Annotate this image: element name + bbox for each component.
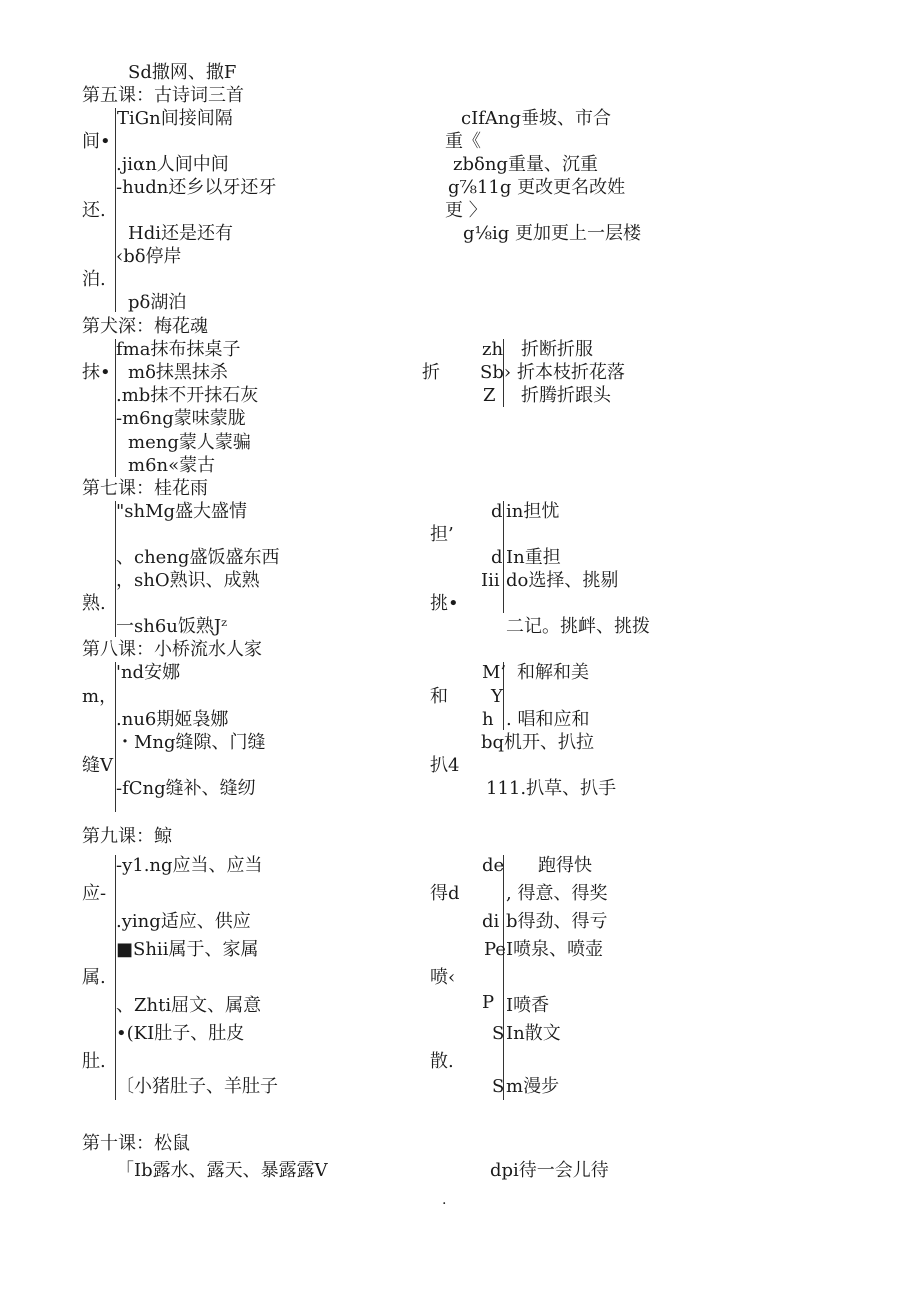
text-line: meng蒙人蒙骗: [128, 432, 251, 453]
text-line: 'nd安娜: [116, 662, 181, 683]
text-line: .nu6期姬袅娜: [116, 709, 229, 730]
text-line: g⅛ig 更加更上一层楼: [463, 223, 641, 244]
text-line: .jiαn人间中间: [116, 154, 229, 175]
text-line: mδ抹黑抹杀: [128, 362, 228, 383]
text-line: 肚.: [82, 1051, 106, 1072]
text-line: ‹bδ停岸: [116, 246, 182, 267]
text-line: 折本枝折花落: [517, 362, 625, 383]
text-line: de: [482, 855, 505, 876]
text-line: 缝V: [82, 755, 113, 776]
text-line: .mb抹不开抹石灰: [116, 385, 259, 406]
text-line: S: [492, 1076, 505, 1097]
text-line: ，shO熟识、成熟: [116, 570, 260, 591]
text-line: di: [482, 911, 500, 932]
text-line: M’: [482, 662, 507, 683]
text-line: TiGn间接间隔: [117, 108, 233, 129]
text-line: m，: [82, 686, 118, 707]
text-line: 111.扒草、扒手: [486, 778, 617, 799]
text-line: cIfAng垂坡、市合: [461, 108, 611, 129]
text-line: -fCng缝补、缝纫: [116, 778, 256, 799]
text-line: ・Mng缝隙、门缝: [116, 732, 266, 753]
text-line: 和解和美: [517, 662, 589, 683]
text-line: Z: [483, 385, 496, 406]
text-line: Sb›: [480, 362, 512, 383]
bracket-line: [115, 108, 116, 312]
text-line: 折断折服: [521, 339, 593, 360]
text-line: d: [491, 501, 503, 522]
text-line: 散.: [430, 1051, 454, 1072]
text-line: 还.: [82, 200, 106, 221]
text-line: 第犬深：梅花魂: [82, 316, 208, 337]
text-line: .ying适应、供应: [116, 911, 251, 932]
text-line: g⅞11g 更改更名改姓: [448, 177, 626, 198]
text-line: 〔小猪肚子、羊肚子: [116, 1076, 278, 1097]
text-line: 「Ib露水、露天、暴露露V: [116, 1160, 328, 1181]
text-line: 第十课：松鼠: [82, 1133, 190, 1154]
text-line: Hdi还是还有: [128, 223, 233, 244]
text-line: 应-: [82, 883, 107, 904]
text-line: fma抹布抹桌子: [116, 339, 241, 360]
text-line: h: [482, 709, 494, 730]
text-line: 挑•: [430, 593, 459, 614]
text-line: 第八课：小桥流水人家: [82, 639, 262, 660]
text-line: 更 〉: [445, 200, 487, 221]
text-line: , 得意、得奖: [506, 883, 608, 904]
text-line: ■Shii属于、家属: [116, 939, 259, 960]
text-line: S: [492, 1023, 505, 1044]
text-line: Sd撒网、撒F: [128, 62, 237, 83]
footer-mark: .: [442, 1192, 447, 1208]
text-line: 属.: [82, 967, 106, 988]
text-line: Iii: [481, 570, 500, 591]
text-line: 熟.: [82, 593, 106, 614]
text-line: pδ湖泊: [128, 292, 187, 313]
text-line: m漫步: [506, 1076, 560, 1097]
text-line: -m6ng蒙味蒙胧: [116, 408, 246, 429]
text-line: d: [491, 547, 503, 568]
bracket-line: [503, 855, 504, 1100]
text-line: 扒4: [430, 755, 460, 776]
text-line: -hudn还乡以牙还牙: [116, 177, 277, 198]
text-line: 间•: [82, 131, 111, 152]
text-line: 二记。挑衅、挑拨: [506, 616, 650, 637]
text-line: 第五课：古诗词三首: [82, 85, 244, 106]
text-line: bq机开、扒拉: [481, 732, 595, 753]
text-line: 担’: [430, 524, 454, 545]
text-line: zbδng重量、沉重: [453, 154, 598, 175]
text-line: 第九课：鲸: [82, 826, 172, 847]
text-line: 、cheng盛饭盛东西: [116, 547, 280, 568]
text-line: 和: [430, 686, 448, 707]
text-line: Pe: [484, 939, 506, 960]
text-line: •(KI肚子、肚皮: [116, 1023, 245, 1044]
text-line: In重担: [506, 547, 561, 568]
text-line: . 唱和应和: [506, 709, 590, 730]
text-line: in担忧: [506, 501, 560, 522]
text-line: 第七课：桂花雨: [82, 478, 208, 499]
text-line: 、Zhti屈文、属意: [116, 995, 262, 1016]
text-line: "shMg盛大盛情: [116, 501, 248, 522]
text-line: Y: [491, 686, 503, 707]
text-line: b得劲、得亏: [506, 911, 608, 932]
text-line: 折腾折跟头: [521, 385, 611, 406]
bracket-line: [503, 501, 504, 613]
text-line: 重《: [445, 131, 481, 152]
text-line: zh: [482, 339, 504, 360]
text-line: -y1.ng应当、应当: [116, 855, 263, 876]
text-line: dpi待一会儿待: [490, 1160, 609, 1181]
text-line: 得d: [430, 883, 460, 904]
text-line: 泊.: [82, 269, 106, 290]
text-line: 一sh6u饭熟Jᶻ: [116, 616, 228, 637]
text-line: In散文: [506, 1023, 561, 1044]
text-line: P: [482, 992, 495, 1013]
text-line: do选择、挑剔: [506, 570, 619, 591]
text-line: 折: [422, 362, 440, 383]
text-line: 抹•: [82, 362, 111, 383]
bracket-line: [115, 855, 116, 1100]
text-line: I喷香: [506, 995, 550, 1016]
text-line: 喷‹: [430, 967, 456, 988]
text-line: 跑得快: [538, 855, 592, 876]
text-line: m6n«蒙古: [128, 455, 216, 476]
text-line: I喷泉、喷壶: [506, 939, 604, 960]
